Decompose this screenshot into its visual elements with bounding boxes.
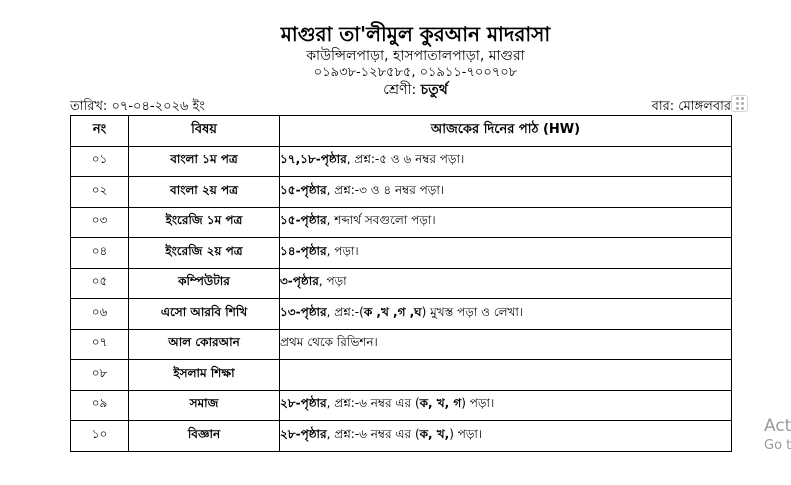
- header-number: নং: [71, 116, 129, 147]
- row-subject: কম্পিউটার: [129, 268, 280, 299]
- watermark-line-2: Go t: [764, 438, 791, 453]
- row-lesson: [280, 390, 732, 421]
- lesson-tail: ) মুখস্ত পড়া ও লেখা।: [421, 304, 524, 319]
- row-subject: বাংলা ২য় পত্র: [129, 177, 280, 208]
- institution-phones: ০১৯৩৮-১২৮৫৮৫, ০১৯১১-৭০০৭০৮: [313, 65, 518, 80]
- lesson-page: ১৫-পৃষ্ঠার: [280, 182, 327, 197]
- lesson-page: ১৫-পৃষ্ঠার: [280, 213, 327, 228]
- lesson-page: ১৩-পৃষ্ঠার: [280, 304, 327, 319]
- table-row: [71, 268, 732, 299]
- lesson-text: প্রথম থেকে রিভিশন।: [280, 335, 378, 350]
- table-row: [71, 146, 732, 177]
- lesson-text: , প্রশ্ন:-৬ নম্বর এর (: [326, 396, 420, 411]
- row-subject: ইংরেজি ১ম পত্র: [129, 207, 280, 238]
- lesson-letters: ক ,খ ,গ ,ঘ: [363, 304, 422, 319]
- lesson-letters: ক, খ,: [419, 426, 450, 441]
- lesson-letters: ক, খ, গ: [419, 396, 462, 411]
- row-lesson: [280, 146, 732, 177]
- row-number: ০৯: [71, 390, 129, 421]
- row-lesson: [280, 268, 732, 299]
- day-line: বার: মোঙ্গলবার: [651, 99, 731, 114]
- row-number: ১০: [71, 421, 129, 452]
- row-subject: ইসলাম শিক্ষা: [129, 360, 280, 391]
- document-header: [0, 20, 791, 99]
- row-lesson: [280, 360, 732, 391]
- row-number: ০৫: [71, 268, 129, 299]
- row-subject: বিজ্ঞান: [129, 421, 280, 452]
- lesson-text: , প্রশ্ন:-(: [326, 304, 364, 319]
- row-number: ০৭: [71, 329, 129, 360]
- row-number: ০৩: [71, 207, 129, 238]
- row-lesson: [280, 238, 732, 269]
- lesson-tail: ) পড়া।: [461, 396, 495, 411]
- row-lesson: [280, 207, 732, 238]
- row-subject: বাংলা ১ম পত্র: [129, 146, 280, 177]
- lesson-page: ১৭,১৮-পৃষ্ঠার: [280, 152, 347, 167]
- table-row: [71, 421, 732, 452]
- row-subject: আল কোরআন: [129, 329, 280, 360]
- lesson-text: , প্রশ্ন:-৬ নম্বর এর (: [326, 426, 420, 441]
- row-subject: এসো আরবি শিখি: [129, 299, 280, 330]
- table-row: [71, 238, 732, 269]
- row-lesson: [280, 177, 732, 208]
- institution-address: কাউন্সিলপাড়া, হাসপাতালপাড়া, মাগুরা: [306, 48, 525, 64]
- lesson-text: , পড়া: [318, 274, 347, 289]
- row-number: ০৪: [71, 238, 129, 269]
- lesson-text: , প্রশ্ন:-৩ ও ৪ নম্বর পড়া।: [326, 182, 445, 197]
- table-row: [71, 360, 732, 391]
- lesson-page: ২৮-পৃষ্ঠার: [280, 426, 327, 441]
- class-value: চতুর্থ: [420, 82, 448, 98]
- row-subject: সমাজ: [129, 390, 280, 421]
- date-line: তারিখ: ০৭-০৪-২০২৬ ইং: [70, 99, 205, 114]
- table-header-row: [71, 116, 732, 147]
- lesson-text: , প্রশ্ন:-৫ ও ৬ নম্বর পড়া।: [346, 152, 465, 167]
- header-subject: বিষয়: [129, 116, 280, 147]
- row-lesson: [280, 421, 732, 452]
- table-row: [71, 329, 732, 360]
- row-lesson: [280, 299, 732, 330]
- row-subject: ইংরেজি ২য় পত্র: [129, 238, 280, 269]
- activation-watermark: [764, 416, 791, 453]
- row-number: ০১: [71, 146, 129, 177]
- lesson-page: ২৮-পৃষ্ঠার: [280, 396, 327, 411]
- table-row: [71, 299, 732, 330]
- row-lesson: [280, 329, 732, 360]
- class-label: শ্রেণী:: [383, 82, 417, 98]
- lesson-text: , পড়া।: [326, 243, 359, 258]
- header-lesson: আজকের দিনের পাঠ (HW): [280, 116, 732, 147]
- table-row: [71, 177, 732, 208]
- drag-handle-icon[interactable]: [731, 95, 748, 112]
- institution-title: মাগুরা তা'লীমুল কুরআন মাদরাসা: [280, 22, 551, 46]
- row-number: ০৮: [71, 360, 129, 391]
- table-row: [71, 390, 732, 421]
- lesson-page: ৩-পৃষ্ঠার: [280, 274, 319, 289]
- homework-table: [70, 115, 732, 452]
- row-number: ০২: [71, 177, 129, 208]
- watermark-line-1: Act: [764, 416, 791, 436]
- lesson-page: ১৪-পৃষ্ঠার: [280, 243, 327, 258]
- row-number: ০৬: [71, 299, 129, 330]
- lesson-text: , শব্দার্থ সবগুলো পড়া।: [326, 213, 436, 228]
- lesson-tail: ) পড়া।: [449, 426, 483, 441]
- table-row: [71, 207, 732, 238]
